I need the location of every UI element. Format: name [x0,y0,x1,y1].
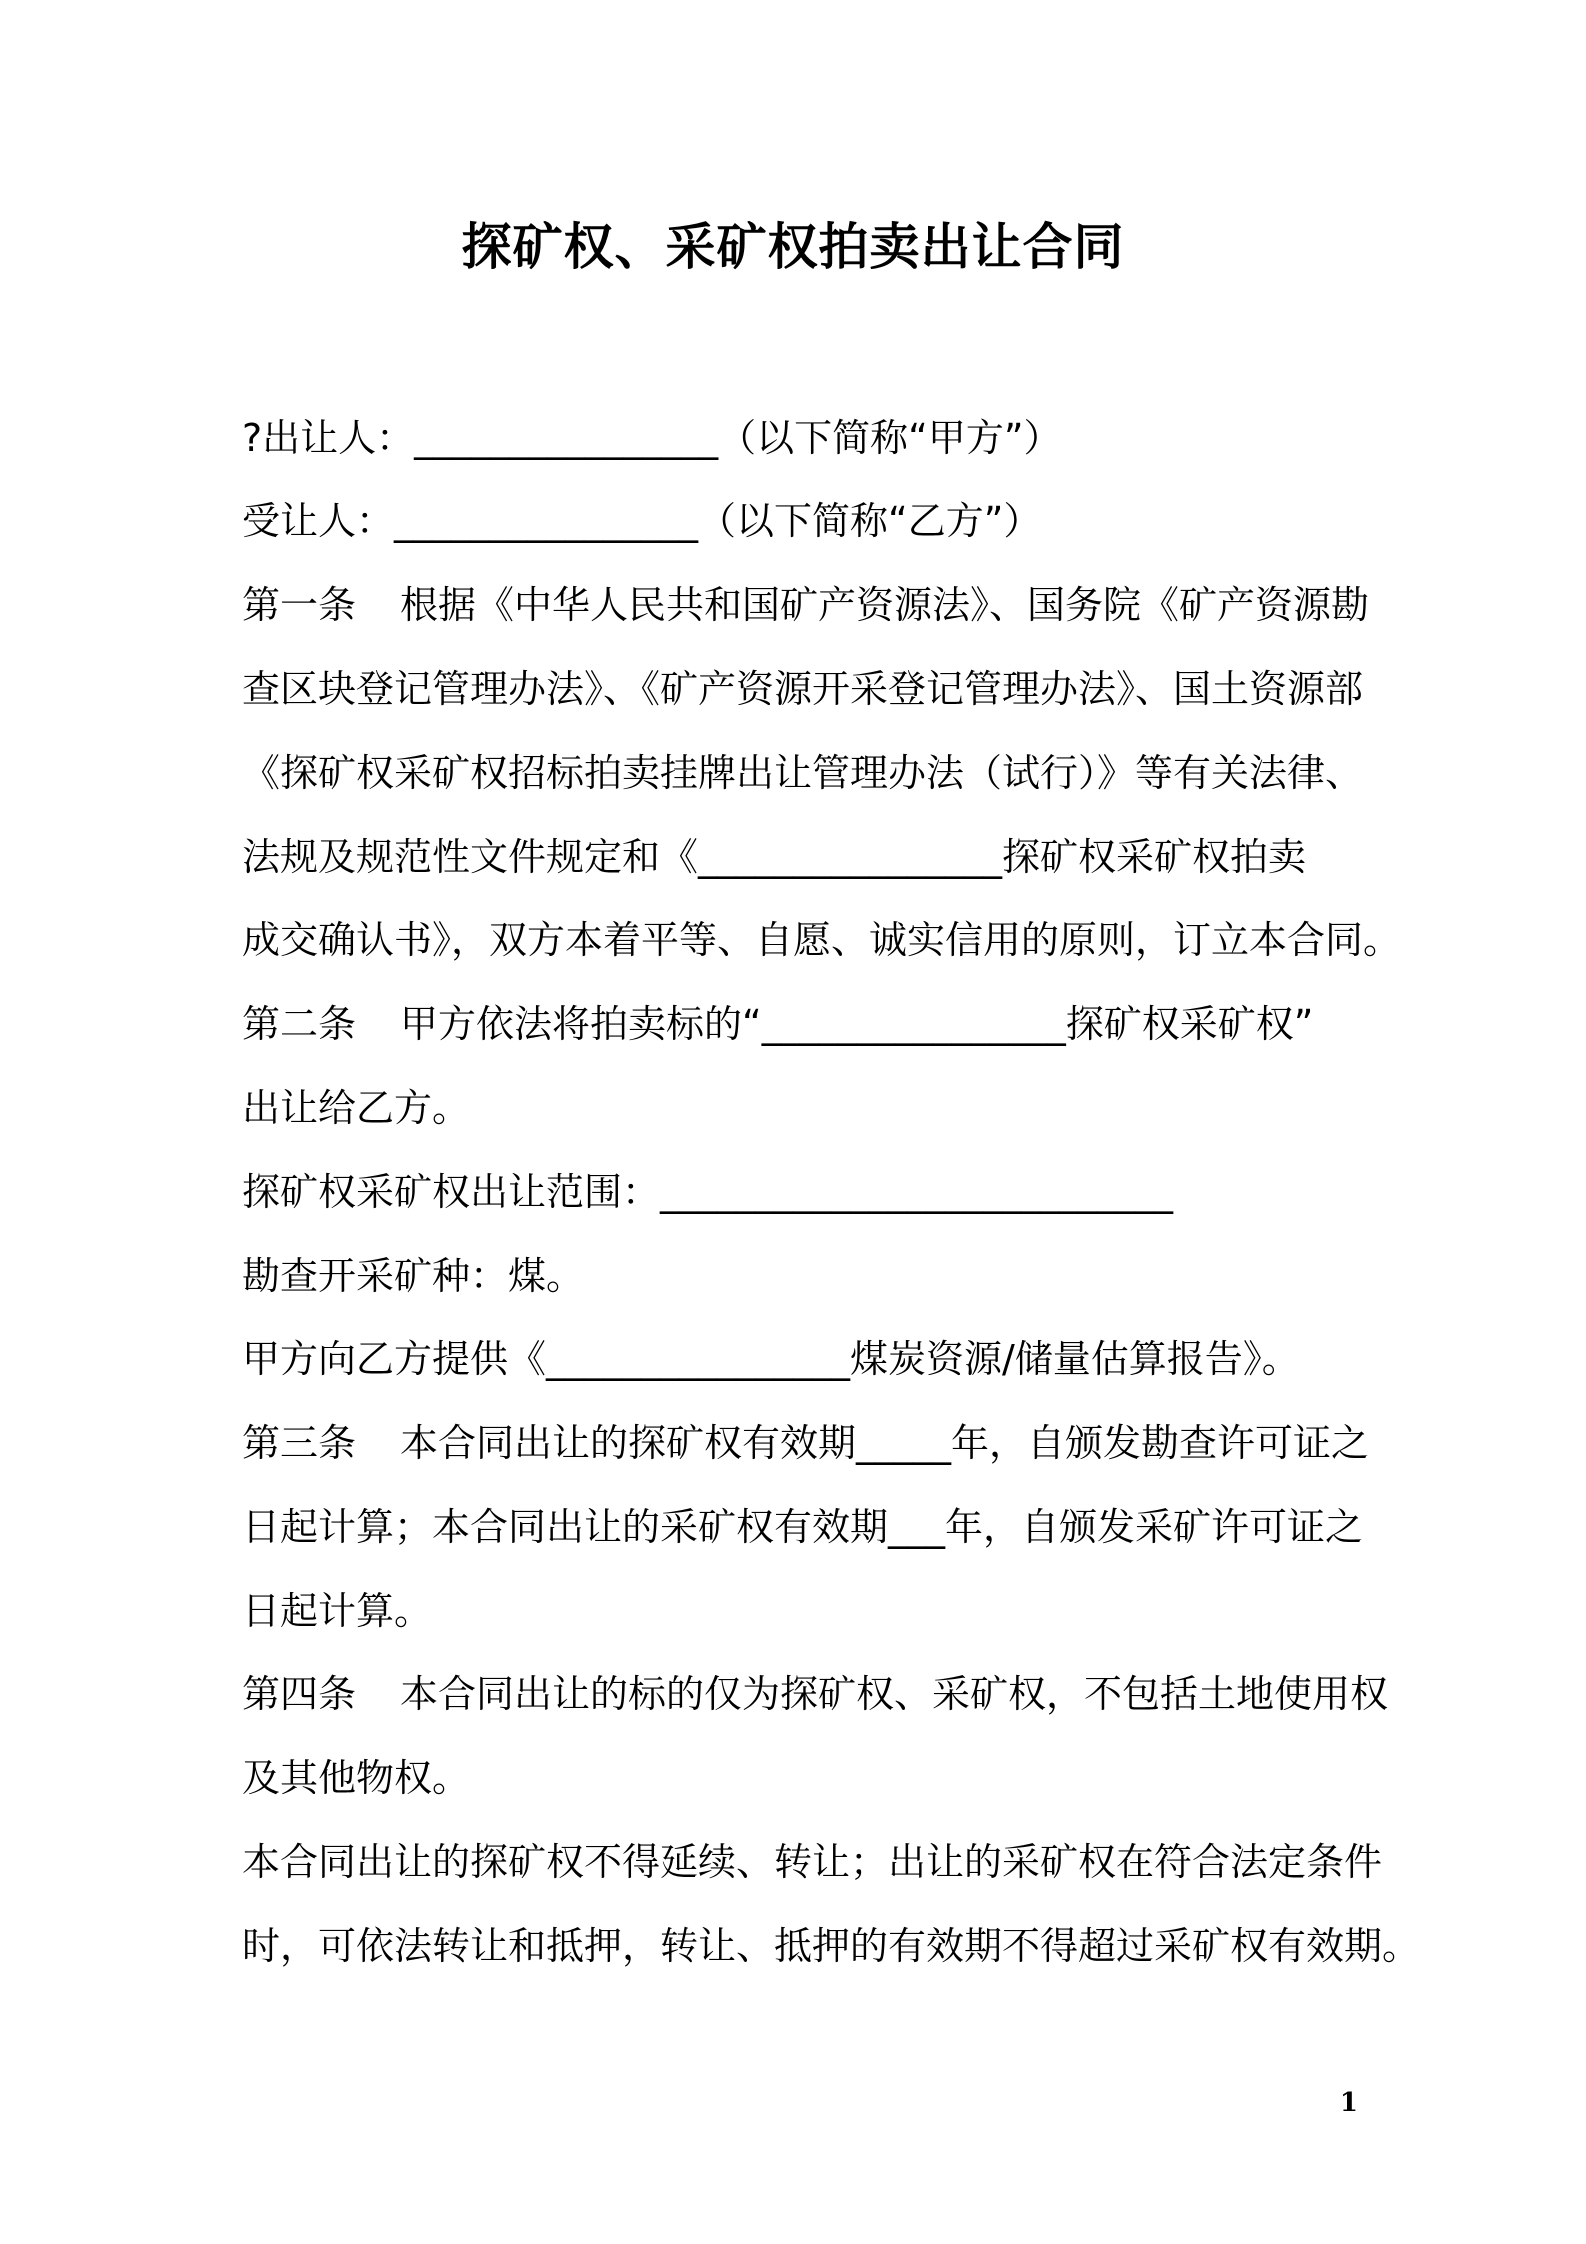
article-3-line-2: 日起计算；本合同出让的采矿权有效期___年，自颁发采矿许可证之 [242,1505,1364,1549]
report-provision-line: 甲方向乙方提供《________________煤炭资源/储量估算报告》。 [242,1337,1300,1381]
document-title: 探矿权、采矿权拍卖出让合同 [461,218,1125,276]
article-3-line-3: 日起计算。 [242,1589,433,1633]
article-4-label: 第四条 [242,1672,357,1716]
article-1-line-1 [242,580,1369,630]
article-4-text: 本合同出让的标的仅为探矿权、采矿权，不包括土地使用权 [400,1672,1389,1716]
article-1-line-3: 《探矿权采矿权招标拍卖挂牌出让管理办法（试行）》等有关法律、 [242,751,1364,795]
page-number: 1 [1339,2088,1358,2118]
article-2-line-1 [242,999,1313,1049]
article-3-label: 第三条 [242,1421,357,1465]
article-1-text: 根据《中华人民共和国矿产资源法》、国务院《矿产资源勘 [400,583,1370,627]
article-3-line-1 [242,1418,1369,1468]
transfer-restriction-line-2: 时，可依法转让和抵押，转让、抵押的有效期不得超过采矿权有效期。 [242,1924,1421,1968]
article-4-line-1 [242,1669,1388,1719]
article-3-text: 本合同出让的探矿权有效期_____年，自颁发勘查许可证之 [400,1421,1370,1465]
article-1-line-5: 成交确认书》，双方本着平等、自愿、诚实信用的原则，订立本合同。 [242,918,1402,962]
transfer-scope-line: 探矿权采矿权出让范围：___________________________ [242,1170,1174,1214]
transferor-line: ?出让人：________________（以下简称“甲方”） [242,416,1062,460]
article-2-label: 第二条 [242,1002,357,1046]
mineral-type-line: 勘查开采矿种：煤。 [242,1254,585,1298]
article-2-line-2: 出让给乙方。 [242,1086,471,1130]
article-4-line-2: 及其他物权。 [242,1756,471,1800]
article-1-line-4: 法规及规范性文件规定和《________________探矿权采矿权拍卖 [242,835,1307,879]
article-2-text: 甲方依法将拍卖标的“________________探矿权采矿权” [400,1002,1314,1046]
article-1-line-2: 查区块登记管理办法》、《矿产资源开采登记管理办法》、国土资源部 [242,667,1364,711]
transferee-line: 受让人：________________（以下简称“乙方”） [242,499,1042,543]
transfer-restriction-line-1: 本合同出让的探矿权不得延续、转让；出让的采矿权在符合法定条件 [242,1840,1383,1884]
article-1-label: 第一条 [242,583,357,627]
